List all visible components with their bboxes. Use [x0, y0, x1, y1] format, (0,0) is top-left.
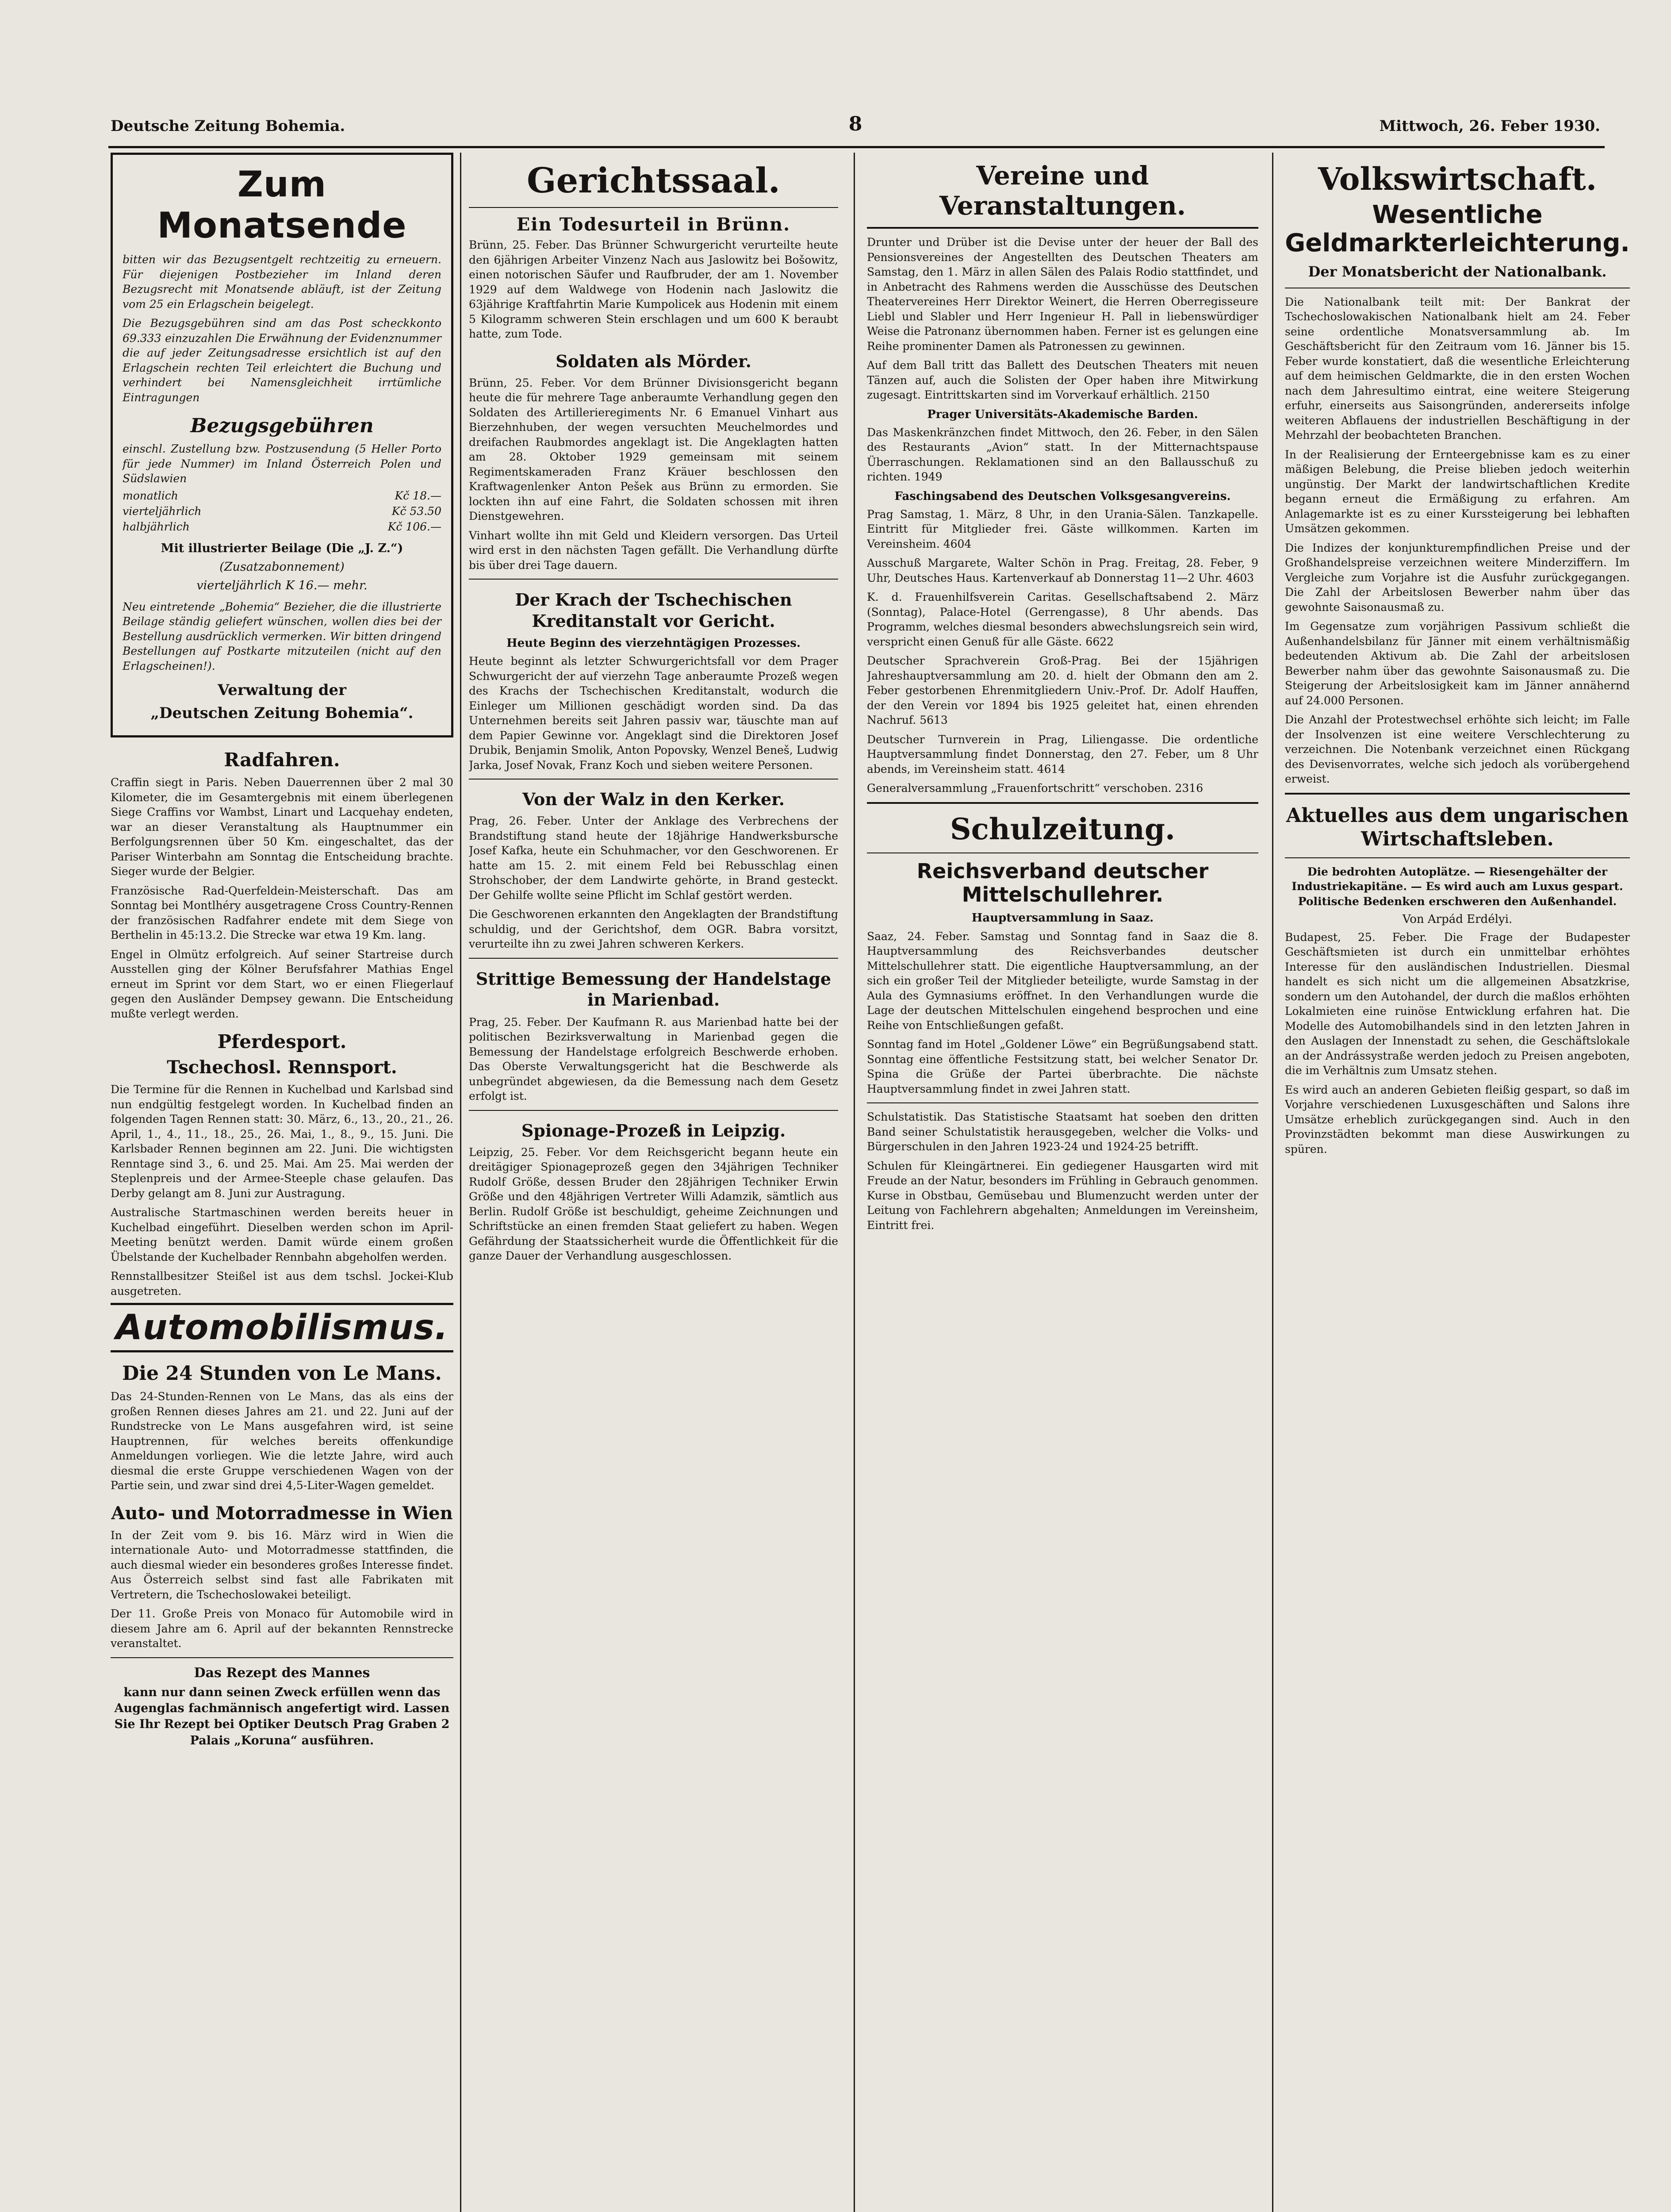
fees-heading: Bezugsgebühren — [190, 415, 374, 437]
article-paragraph: Rennstallbesitzer Steißel ist aus dem tschsl. Jockei-Klub ausgetreten. — [111, 1270, 453, 1298]
supplement-sub: (Zusatzabonnement) — [219, 560, 345, 574]
ad-title: Das Rezept des Mannes — [194, 1665, 370, 1681]
masthead-left: Deutsche Zeitung Bohemia. — [111, 117, 345, 135]
subscription-notice-box — [111, 153, 453, 737]
section-title: Gerichtssaal. — [527, 161, 780, 201]
fee-row — [123, 519, 441, 534]
divider — [469, 207, 838, 208]
article-paragraph: Leipzig, 25. Feber. Vor dem Reichsgericht begann heute ein dreitägiger Spionageprozeß gegen den 34jährigen Techniker Rudolf Größe, dessen Bruder den 28jährigen Techniker Erwin Größe und den 48jährigen Vertreter Willi Adamzik, sämtlich aus Berlin. Rudolf Größe ist beschuldigt, geheime Zeichnungen und Schriftstücke an einen fremden Staat geliefert zu haben. Wegen Gefährdung der Staatssicherheit wurde die Öffentlichkeit für die ganze Dauer der Verhandlung ausgeschlossen. — [469, 1145, 838, 1263]
article-paragraph: Ausschuß Margarete, Walter Schön in Prag. Freitag, 28. Feber, 9 Uhr, Deutsches Haus. Kartenverkauf ab Donnerstag 11—2 Uhr. 4603 — [867, 557, 1258, 584]
notice-signature: Verwaltung der — [217, 681, 347, 699]
article-paragraph: In der Realisierung der Ernteergebnisse kam es zu einer mäßigen Belebung, die Preise blieben jedoch weiterhin ungünstig. Der Markt der landwirtschaftlichen Kredite begann erneut die Ermäßigung zu erfahren. Am Anlagemarkte ist es zu einer Kurssteigerung bei lebhaften Umsätzen gekommen. — [1285, 448, 1630, 535]
article-dek: Der Monatsbericht der Nationalbank. — [1308, 263, 1607, 280]
article-paragraph: Brünn, 25. Feber. Vor dem Brünner Divisionsgericht begann heute die für mehrere Tage anberaumte Verhandlung gegen den Soldaten des Artillerieregiments Nr. 6 Emanuel Vinhart aus Bierzehnhuben, der wegen versuchten Meuchelmordes und dreifachen Raubmordes angeklagt ist. Die Angeklagten hatten am 28. Oktober 1929 gemeinsam mit seinem Regimentskameraden Franz Kräuer beschlossen den Kraftwagenlenker Anton Pešek aus Brünn zu ermorden. Sie lockten ihn auf eine Fahrt, die Soldaten schossen mit ihren Dienstgewehren. — [469, 376, 838, 522]
fee-value: Kč 18.— — [395, 489, 441, 502]
divider — [867, 802, 1258, 804]
divider — [111, 1657, 453, 1658]
page-header — [111, 113, 1600, 139]
article-heading: Die 24 Stunden von Le Mans. — [122, 1362, 442, 1385]
fees-table — [123, 442, 441, 534]
article-paragraph: Sonntag fand im Hotel „Goldener Löwe“ ein Begrüßungsabend statt. Sonntag eine öffentliche Festsitzung statt, bei welcher Senator Dr. Spina die Grüße der Partei überbrachte. Die nächste Hauptversammlung findet in zwei Jahren statt. — [867, 1038, 1258, 1095]
notice-paragraph: bitten wir das Bezugsentgelt rechtzeitig zu erneuern. Für diejenigen Postbezieher im Inland deren Bezugsrecht mit Monatsende abläuft, ist der Zeitung vom 25 ein Erlagschein beigelegt. — [123, 253, 441, 311]
section-heading: Pferdesport. — [217, 1031, 347, 1053]
article-paragraph: Prag, 25. Feber. Der Kaufmann R. aus Marienbad hatte bei der politischen Bezirksverwaltung in Marienbad gegen die Bemessung der Handelstage erfolgreich Beschwerde erhoben. Das Oberste Verwaltungsgericht hat die Beschwerde als unbegründet abgewiesen, da die Bemessung nach dem Gesetz erfolgt ist. — [469, 1015, 838, 1103]
item-heading: Faschingsabend des Deutschen Volksgesangvereins. — [894, 489, 1231, 503]
article-heading: Der Krach der Tschechischen Kreditanstalt vor Gericht. — [515, 590, 792, 631]
article-paragraph: Schulstatistik. Das Statistische Staatsamt hat soeben den dritten Band seiner Schulstatistik herausgegeben, welcher die Volks- und Bürgerschulen in den Jahren 1923-24 und 1924-25 betrifft. — [867, 1110, 1258, 1153]
fee-row — [123, 503, 441, 519]
item-heading: Prager Universitäts-Akademische Barden. — [927, 407, 1198, 421]
article-byline: Von Arpád Erdélyi. — [1402, 912, 1513, 926]
article-paragraph: Der 11. Große Preis von Monaco für Automobile wird in diesem Jahre am 6. April auf der bekannten Rennstrecke veranstaltet. — [111, 1607, 453, 1650]
article-paragraph: Prag Samstag, 1. März, 8 Uhr, in den Urania-Sälen. Tanzkapelle. Eintritt für Mitglieder frei. Gäste willkommen. Karten im Vereinsheim. 4604 — [867, 507, 1258, 550]
article-paragraph: Die Nationalbank teilt mit: Der Bankrat der Tschechoslowakischen Nationalbank hielt am 24. Feber seine ordentliche Monatsversammlung ab. Im Geschäftsbericht für den Zeitraum vom 16. Jänner bis 15. Feber wurde konstatiert, daß die wesentliche Erleichterung auf dem heimischen Geldmarkte, die in den ersten Wochen nach dem Jahresultimo eintrat, eine weitere Steigerung erfuhr, einerseits aus Saisongründen, andererseits infolge weiteren Abflauens der industriellen Beschäftigung in der Mehrzahl der beobachteten Branchen. — [1285, 295, 1630, 442]
divider — [469, 579, 838, 580]
divider — [469, 1110, 838, 1111]
section-subheading: Tschechosl. Rennsport. — [167, 1057, 397, 1078]
article-heading: Wesentliche Geldmarkterleichterung. — [1285, 200, 1630, 258]
column-separator — [854, 153, 855, 2212]
article-heading: Aktuelles aus dem ungarischen Wirtschaftsleben. — [1286, 804, 1629, 850]
article-paragraph: Die Anzahl der Protestwechsel erhöhte sich leicht; im Falle der Insolvenzen ist eine weitere Verschlechterung zu verzeichnen. Die Notenbank verzeichnet einen Rückgang des Devisenvorrates, welche sich jedoch als vorübergehend erweist. — [1285, 713, 1630, 786]
divider — [867, 1102, 1258, 1103]
column-4 — [1285, 153, 1630, 2212]
article-heading: Soldaten als Mörder. — [556, 351, 751, 371]
supplement-line: Mit illustrierter Beilage (Die „J. Z.“) — [161, 541, 403, 555]
header-rule — [108, 146, 1605, 148]
notice-paragraph: Die Bezugsgebühren sind am das Post scheckkonto 69.333 einzuzahlen Die Erwähnung der Evidenznummer die auf jeder Zeitungsadresse ersichtlich ist auf den Erlagschein rechten Teil erleichtert die Buchung und verhindert bei Namensgleichheit irrtümliche Eintragungen — [123, 317, 441, 404]
article-heading: Strittige Bemessung der Handelstage in Marienbad. — [475, 968, 832, 1010]
article-paragraph: Die Indizes der konjunkturempfindlichen Preise und der Großhandelspreise verzeichnen weitere Minderziffern. Im Vergleiche zum Vorjahre ist die Ausfuhr zurückgegangen. Die Zahl der Arbeitslosen Bewerber nahm über das gewohnte Saisonausmaß zu. — [1285, 541, 1630, 614]
article-paragraph: Brünn, 25. Feber. Das Brünner Schwurgericht verurteilte heute den 6jährigen Arbeiter Vinzenz Nach aus Jaslowitz bei Bošowitz, einen notorischen Säufer und Raufbruder, der am 1. November 1929 auf dem Waldwege von Hodenin nach Jaslowitz die 63jährige Kraftfahrtin Marie Kumpolicek aus Hodenin mit einem 5 Kilogramm schweren Stein erschlagen und um 600 K beraubt hatte, zum Tode. — [469, 238, 838, 340]
article-paragraph: Craffin siegt in Paris. Neben Dauerrennen über 2 mal 30 Kilometer, die im Gesamtergebnis mit einem überlegenen Siege Craffins vor Wambst, Linart und Lacquehay endeten, war an dieser Veranstaltung als Hauptnummer ein Berfolgungsrennen über 50 Km. eingeschaltet, das der Pariser Winterbahn am Sonntag die Entscheidung brachte. Sieger wurde der Belgier. — [111, 776, 453, 878]
article-paragraph: Im Gegensatze zum vorjährigen Passivum schließt die Außenhandelsbilanz für Jänner mit einem verhältnismäßig bedeutenden Aktivum ab. Die Zahl der arbeitslosen Bewerber nahm über das gewohnte Saisonausmaß zu. Die Steigerung der Arbeitslosigkeit kam im Jänner annähernd auf 24.000 Personen. — [1285, 620, 1630, 707]
article-paragraph: Deutscher Sprachverein Groß-Prag. Bei der 15jährigen Jahreshauptversammlung am 20. d. hielt der Obmann den am 2. Feber gestorbenen Ehrenmitgliedern Univ.-Prof. Dr. Adolf Hauffen, der den Verein vor 1894 bis 1925 geleitet hat, einen ehrenden Nachruf. 5613 — [867, 654, 1258, 727]
divider — [469, 779, 838, 780]
article-paragraph: Es wird auch an anderen Gebieten fleißig gespart, so daß im Vorjahre verschiedenen Luxusgeschäften und Salons ihre Umsätze erheblich zurückgegangen sind. Auch in den Provinzstädten bekommt man diese Auswirkungen zu spüren. — [1285, 1083, 1630, 1156]
automobilism-banner: Automobilismus. — [111, 1303, 453, 1352]
notice-title: Zum Monatsende — [157, 164, 407, 246]
article-paragraph: Das 24-Stunden-Rennen von Le Mans, das als eins der großen Rennen dieses Jahres am 21. und 22. Juni auf der Rundstrecke von Le Mans ausgefahren wird, ist seine Hauptrennen, für welches bereits offenkundige Anmeldungen vorliegen. Wie die letzte Jahre, wird auch diesmal die erste Gruppe verschiedenen Wagen von der Partie sein, und zwar sind drei 4,5-Liter-Wagen gemeldet. — [111, 1390, 453, 1492]
article-paragraph: Saaz, 24. Feber. Samstag und Sonntag fand in Saaz die 8. Hauptversammlung des Reichsverbandes deutscher Mittelschullehrer statt. Die eigentliche Hauptversammlung, an der sich ein großer Teil der Mitglieder beteiligte, wurde Samstag in der Aula des Gymnasiums eröffnet. In den Verhandlungen wurde die Lage der deutschen Mittelschulen eingehend besprochen und eine Reihe von Entschließungen gefaßt. — [867, 929, 1258, 1032]
fees-intro: einschl. Zustellung bzw. Postzusendung (5 Heller Porto für jede Nummer) im Inland Österreich Polen und Südslawien — [123, 442, 441, 485]
section-title: Vereine und Veranstaltungen. — [939, 161, 1186, 221]
article-heading: Ein Todesurteil in Brünn. — [516, 214, 791, 235]
article-paragraph: Vinhart wollte ihn mit Geld und Kleidern versorgen. Das Urteil wird erst in den nächsten Tagen gefällt. Die Verhandlung dürfte bis über drei Tage dauern. — [469, 529, 838, 572]
fee-value: Kč 53.50 — [391, 504, 441, 518]
article-heading: Spionage-Prozeß in Leipzig. — [521, 1120, 786, 1141]
notice-paragraph: Neu eintretende „Bohemia“ Bezieher, die die illustrierte Beilage ständig geliefert wünschen, wollen dies bei der Bestellung ausdrücklich vermerken. Wir bitten dringend Bestellungen auf Postkarte mitzuteilen (nicht auf den Erlagscheinen!). — [123, 600, 441, 672]
article-paragraph: Die Geschworenen erkannten den Angeklagten der Brandstiftung schuldig, und der Gerichtshof, dem OGR. Babra vorsitzt, verurteilte ihn zu zwei Jahren schweren Kerkers. — [469, 908, 838, 951]
column-2 — [469, 153, 838, 2212]
article-dek: Heute Beginn des vierzehntägigen Prozesses. — [506, 637, 801, 650]
divider — [1285, 793, 1630, 795]
article-heading: Auto- und Motorradmesse in Wien — [111, 1502, 453, 1524]
article-paragraph: Australische Startmaschinen werden bereits heuer in Kuchelbad eingeführt. Dieselben werden schon im April-Meeting benützt werden. Damit würde einem großen Übelstande der Kuchelbader Rennbahn abgeholfen werden. — [111, 1206, 453, 1263]
article-paragraph: In der Zeit vom 9. bis 16. März wird in Wien die internationale Auto- und Motorradmesse stattfinden, die auch diesmal wieder ein besonderes großes Interesse findet. Aus Österreich selbst sind fast alle Fabrikaten mit Vertretern, die Tschechoslowakei beteiligt. — [111, 1528, 453, 1601]
article-paragraph: Drunter und Drüber ist die Devise unter der heuer der Ball des Pensionsvereines der Angestellten des Deutschen Theaters am Samstag, den 1. März in allen Sälen des Palais Rodio stattfindet, und in Anbetracht des Rahmens werden die Ausschüsse des Deutschen Theatervereines Herr Direktor Weinert, die Herren Oberregisseure Liebl und Slabler und Herr Ingenieur H. Pall in liebenswürdiger Weise die Patronanz übernommen haben. Ferner ist es gelungen eine Reihe prominenter Damen als Patronessen zu gewinnen. — [867, 236, 1258, 353]
issue-date: Mittwoch, 26. Feber 1930. — [1379, 117, 1600, 135]
fee-row — [123, 488, 441, 503]
article-paragraph: Generalversammlung „Frauenfortschritt“ verschoben. 2316 — [867, 782, 1203, 795]
divider — [1285, 857, 1630, 858]
fee-label: halbjährlich — [123, 520, 190, 533]
divider — [867, 227, 1258, 229]
article-paragraph: Heute beginnt als letzter Schwurgerichtsfall vor dem Prager Schwurgericht der auf vierzehn Tage anberaumte Prozeß wegen des Krachs der Tschechischen Kreditanstalt, wodurch die Einleger um Millionen geschädigt worden sind. Da das Unternehmen bereits seit Jahren passiv war, täuschte man auf dem Papier Gewinne vor. Angeklagt sind die Direktoren Josef Drubik, Benjamin Smolik, Anton Popovsky, Wenzel Beneš, Ludwig Jarka, Josef Novak, Franz Koch und sieben weitere Personen. — [469, 655, 838, 772]
section-heading: Radfahren. — [224, 749, 340, 771]
article-paragraph: Deutscher Turnverein in Prag, Liliengasse. Die ordentliche Hauptversammlung findet Donnerstag, den 27. Feber, um 8 Uhr abends, im Vereinsheim statt. 4614 — [867, 733, 1258, 776]
article-paragraph: Engel in Olmütz erfolgreich. Auf seiner Startreise durch Ausstellen ging der Kölner Berufsfahrer Mathias Engel erneut im Sprint vor dem Start, wo er einen Fliegerlauf gegen den Ausländer Dempsey gewann. Die Entscheidung mußte verlegt werden. — [111, 948, 453, 1020]
column-3 — [867, 153, 1258, 2212]
section-title: Schulzeitung. — [950, 811, 1176, 846]
notice-signature: „Deutschen Zeitung Bohemia“. — [150, 704, 414, 722]
divider — [469, 958, 838, 959]
fee-label: monatlich — [123, 489, 178, 502]
ad-text: kann nur dann seinen Zweck erfüllen wenn das Augenglas fachmännisch angefertigt wird. Lassen Sie Ihr Rezept bei Optiker Deutsch Prag Graben 2 Palais „Koruna“ ausführen. — [114, 1686, 450, 1747]
column-separator — [460, 153, 461, 2212]
fee-label: vierteljährlich — [123, 504, 202, 518]
article-paragraph: Budapest, 25. Feber. Die Frage der Budapester Geschäftsmieten ist durch ein unmittelbar erhöhtes Interesse für den ausländischen Industriellen. Diesmal handelt es sich nicht um die allgemeinen Absatzkrise, sondern um den Autohandel, der durch die maßlos erhöhten Lokalmieten eine ruinöse Entwicklung erfahren hat. Die Modelle des Automobilhandels sind in den letzten Jahren in den Auslagen der Innenstadt zu sehen, die Geschäftslokale an der Andrássystraße werden jedoch zu Preisen angeboten, die im Verhältnis zum Umsatz stehen. — [1285, 930, 1630, 1077]
article-paragraph: Das Maskenkränzchen findet Mittwoch, den 26. Feber, in den Sälen des Restaurants „Avion“ statt. In der Mitternachtspause Überraschungen. Reklamationen sind an den Ballausschuß zu richten. 1949 — [867, 426, 1258, 484]
article-paragraph: Französische Rad-Querfeldein-Meisterschaft. Das am Sonntag bei Montlhéry ausgetragene Cross Country-Rennen der französischen Radfahrer endete mit dem Siege von Berthelin in 45:13.2. Die Strecke war etwa 19 Km. lang. — [111, 884, 453, 942]
article-paragraph: Schulen für Kleingärtnerei. Ein gediegener Hausgarten wird mit Freude an der Natur, besonders im Frühling in Gebrauch genommen. Kurse in Obstbau, Gemüsebau und Blumenzucht werden unter der Leitung von Fachlehrern abgehalten; Anmeldungen im Vereinsheim, Eintritt frei. — [867, 1159, 1258, 1232]
section-title: Volkswirtschaft. — [1318, 161, 1597, 197]
article-paragraph: K. d. Frauenhilfsverein Caritas. Gesellschaftsabend 2. März (Sonntag), Palace-Hotel (Gerrengasse), 8 Uhr abends. Das Programm, welches diesmal besonders abwechslungsreich sein wird, verspricht einen Genuß für alle Gäste. 6622 — [867, 591, 1258, 648]
article-dek: Die bedrohten Autoplätze. — Riesengehälter der Industriekapitäne. — Es wird auch am Luxus gespart. Politische Bedenken erschweren den Außenhandel. — [1292, 865, 1623, 908]
column-1 — [111, 153, 453, 2212]
article-paragraph: Auf dem Ball tritt das Ballett des Deutschen Theaters mit neuen Tänzen auf, auch die Solisten der Oper haben ihre Mitwirkung zugesagt. Eintrittskarten sind im Vorverkauf erhältlich. 2150 — [867, 359, 1258, 401]
article-paragraph: Die Termine für die Rennen in Kuchelbad und Karlsbad sind nun endgültig festgelegt worden. In Kuchelbad finden an folgenden Tagen Rennen statt: 30. März, 6., 13., 20., 21., 26. April, 1., 4., 11., 18., 25., 26. Mai, 1., 8., 9., 15. Juni. Die Karlsbader Rennen beginnen am 22. Juni. Die wichtigsten Renntage sind 3., 6. und 25. Mai. Am 25. Mai werden der Steplenpreis und der Armee-Steeple chase gelaufen. Das Derby gelangt am 8. Juni zur Austragung. — [111, 1083, 453, 1200]
article-dek: Hauptversammlung in Saaz. — [971, 911, 1154, 925]
supplement-price: vierteljährlich K 16.— mehr. — [196, 579, 368, 593]
page-number: 8 — [848, 113, 862, 135]
fee-value: Kč 106.— — [387, 520, 441, 533]
article-heading: Von der Walz in den Kerker. — [522, 789, 785, 810]
article-paragraph: Prag, 26. Feber. Unter der Anklage des Verbrechens der Brandstiftung stand heute der 18jährige Handwerksbursche Josef Kafka, heute ein Schuhmacher, vor den Geschworenen. Er hatte am 15. 2. mit einem Feld bei Rebusschlag einen Strohschober, der dem Landwirte gehörte, in Brand gesteckt. Der Gehilfe wollte seine Pflicht im Schlaf gestört werden. — [469, 814, 838, 902]
article-heading: Reichsverband deutscher Mittelschullehrer. — [916, 859, 1209, 906]
column-separator — [1272, 153, 1273, 2212]
